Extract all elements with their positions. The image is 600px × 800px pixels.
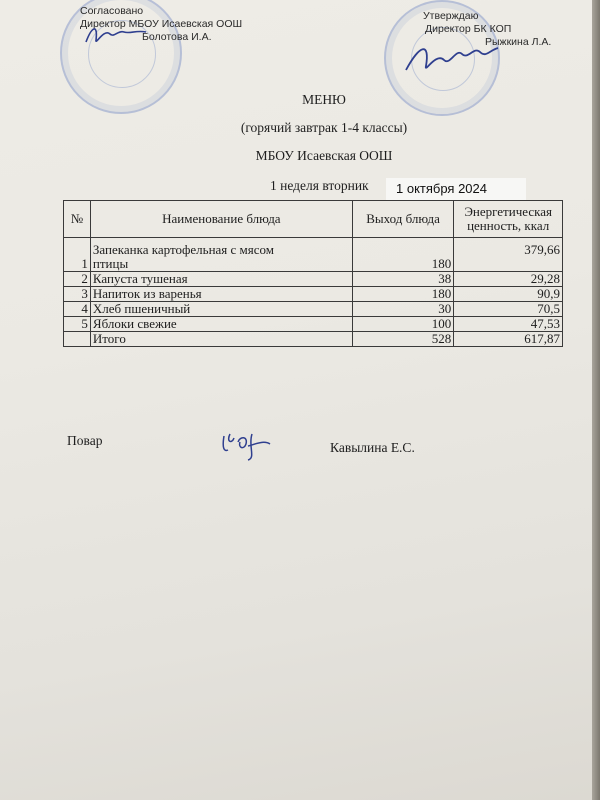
total-output: 528 (352, 332, 453, 347)
menu-subtitle: (горячий завтрак 1-4 классы) (240, 120, 408, 135)
table-row (64, 317, 563, 332)
row-dish-name: Хлеб пшеничный (90, 302, 352, 317)
row-energy: 379,66 (454, 238, 563, 272)
table-row (64, 238, 563, 272)
table-row (64, 287, 563, 302)
row-output: 38 (352, 272, 453, 287)
header-number: № (64, 201, 91, 238)
header-energy (454, 201, 563, 238)
row-dish-name: Капуста тушеная (90, 272, 352, 287)
agreed-label: Согласовано (80, 5, 144, 17)
row-dish-name-line1: Запеканка картофельная с мясом (92, 242, 274, 257)
menu-title: МЕНЮ (302, 92, 346, 107)
row-output: 180 (352, 238, 453, 272)
approved-signature (400, 40, 500, 80)
row-dish-name: Напиток из варенья (90, 287, 352, 302)
row-energy: 47,53 (454, 317, 563, 332)
total-energy: 617,87 (454, 332, 563, 347)
header-output: Выход блюда (352, 201, 453, 238)
row-energy: 90,9 (454, 287, 563, 302)
header-dish-name: Наименование блюда (90, 201, 352, 238)
school-name: МБОУ Исаевская ООШ (255, 148, 393, 163)
table-row (64, 302, 563, 317)
row-number: 1 (64, 238, 91, 272)
row-number: 3 (64, 287, 91, 302)
week-day-label: 1 неделя вторник (270, 178, 369, 193)
header-energy-line2: ценность, ккал (467, 218, 550, 233)
row-output: 100 (352, 317, 453, 332)
row-number: 4 (64, 302, 91, 317)
paper-edge (592, 0, 600, 800)
table-header-row (64, 201, 563, 238)
table-row (64, 272, 563, 287)
cook-name: Кавылина Е.С. (330, 440, 415, 455)
agreed-position: Директор МБОУ Исаевская ООШ (80, 18, 243, 30)
total-label: Итого (90, 332, 352, 347)
agreed-signature (82, 20, 152, 50)
date-label: 1 октября 2024 (386, 178, 526, 200)
row-output: 30 (352, 302, 453, 317)
approved-label: Утверждаю (423, 10, 479, 22)
total-number-empty (64, 332, 91, 347)
cook-signature (218, 426, 274, 462)
cook-label: Повар (67, 433, 103, 448)
row-energy: 70,5 (454, 302, 563, 317)
row-number: 5 (64, 317, 91, 332)
row-number: 2 (64, 272, 91, 287)
menu-table (63, 200, 563, 347)
row-dish-name (90, 238, 352, 272)
row-output: 180 (352, 287, 453, 302)
table-total-row (64, 332, 563, 347)
approved-name: Рыжкина Л.А. (485, 36, 552, 48)
row-dish-name-line2: птицы (92, 256, 129, 271)
approved-position: Директор БК КОП (425, 23, 512, 35)
agreed-name: Болотова И.А. (142, 31, 212, 43)
header-energy-line1: Энергетическая (464, 204, 552, 219)
row-energy: 29,28 (454, 272, 563, 287)
row-dish-name: Яблоки свежие (90, 317, 352, 332)
